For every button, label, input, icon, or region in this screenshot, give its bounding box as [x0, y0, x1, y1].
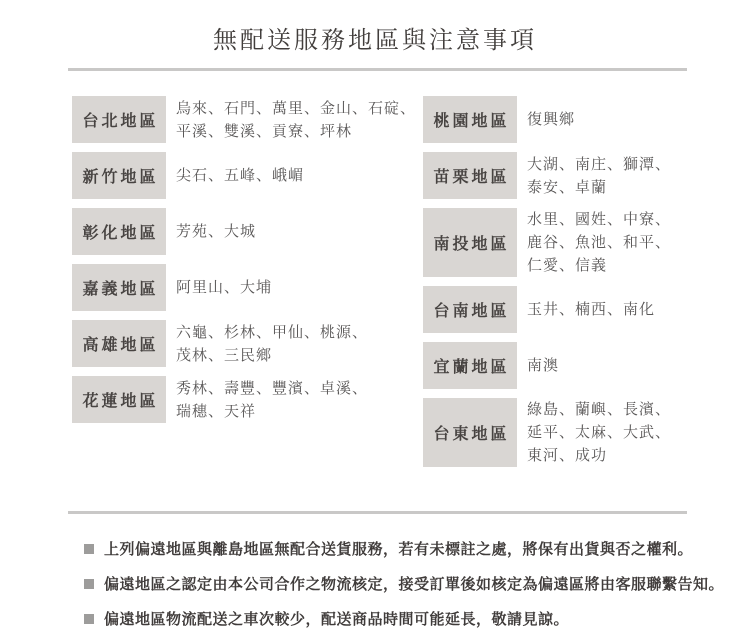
region-row-taitung [423, 398, 750, 467]
region-label: 嘉義地區 [72, 264, 166, 311]
region-row-miaoli [423, 152, 750, 199]
region-areas-line: 阿里山、大埔 [176, 279, 273, 296]
region-label: 宜蘭地區 [423, 342, 517, 389]
region-column-left [72, 96, 423, 476]
region-areas-line: 延平、太麻、大武、 [527, 424, 672, 441]
region-areas-line: 茂林、三民鄉 [176, 346, 273, 364]
note-item [84, 573, 750, 594]
title-divider [68, 68, 687, 71]
region-areas-line: 泰安、卓蘭 [527, 178, 608, 196]
page-title: 無配送服務地區與注意事項 [213, 27, 537, 54]
region-areas-line: 大湖、南庄、獅潭、 [527, 155, 672, 173]
region-areas-line: 東河、成功 [527, 447, 608, 464]
region-label: 花蓮地區 [72, 376, 166, 423]
region-label: 台北地區 [72, 96, 166, 143]
notes-list [84, 538, 750, 629]
region-row-taoyuan [423, 96, 750, 143]
region-label: 苗栗地區 [423, 152, 517, 199]
region-areas [527, 354, 559, 377]
region-table [0, 96, 750, 476]
square-bullet-icon [84, 614, 94, 624]
note-text: 偏遠地區物流配送之車次較少，配送商品時間可能延長，敬請見諒。 [104, 611, 570, 628]
region-areas-line: 六龜、杉林、甲仙、桃源、 [176, 323, 369, 341]
region-areas [176, 377, 368, 423]
region-areas-line: 綠島、蘭嶼、長濱、 [527, 401, 672, 418]
region-areas [527, 208, 671, 277]
region-row-chiayi [72, 264, 423, 311]
square-bullet-icon [84, 579, 94, 589]
notes-divider [68, 511, 687, 514]
region-areas [176, 164, 304, 187]
region-row-hsinchu [72, 152, 423, 199]
region-areas-line: 尖石、五峰、峨嵋 [176, 167, 305, 184]
region-areas [176, 321, 368, 367]
region-areas [527, 153, 671, 199]
note-text: 偏遠地區之認定由本公司合作之物流核定，接受訂單後如核定為偏遠區將由客服聯繫告知。 [104, 576, 725, 593]
region-areas [527, 108, 575, 131]
region-label: 新竹地區 [72, 152, 166, 199]
region-areas [527, 298, 655, 321]
region-areas-line: 復興鄉 [527, 111, 576, 128]
region-label: 南投地區 [423, 208, 517, 277]
region-areas-line: 南澳 [527, 357, 560, 374]
note-item [84, 538, 750, 559]
region-label: 台東地區 [423, 398, 517, 467]
region-areas-line: 水里、國姓、中寮、 [527, 211, 672, 228]
region-row-hualien [72, 376, 423, 423]
square-bullet-icon [84, 544, 94, 554]
region-label: 桃園地區 [423, 96, 517, 143]
region-column-right [423, 96, 750, 476]
region-row-taipei [72, 96, 423, 143]
region-areas-line: 瑞穗、天祥 [176, 402, 257, 420]
region-areas-line: 仁愛、信義 [527, 257, 608, 274]
region-label: 高雄地區 [72, 320, 166, 367]
region-areas [176, 276, 272, 299]
region-row-yilan [423, 342, 750, 389]
region-label: 彰化地區 [72, 208, 166, 255]
region-row-tainan [423, 286, 750, 333]
region-areas [176, 97, 416, 143]
region-areas-line: 平溪、雙溪、貢寮、坪林 [176, 122, 353, 140]
region-areas-line: 鹿谷、魚池、和平、 [527, 234, 672, 251]
region-row-kaohsiung [72, 320, 423, 367]
note-text: 上列偏遠地區與離島地區無配合送貨服務，若有未標註之處，將保有出貨與否之權利。 [104, 541, 694, 558]
region-row-changhua [72, 208, 423, 255]
region-areas [176, 220, 256, 243]
note-item [84, 608, 750, 629]
region-row-nantou [423, 208, 750, 277]
region-areas [527, 398, 671, 467]
region-areas-line: 玉井、楠西、南化 [527, 301, 656, 318]
region-areas-line: 烏來、石門、萬里、金山、石碇、 [176, 99, 417, 117]
region-label: 台南地區 [423, 286, 517, 333]
region-areas-line: 芳苑、大城 [176, 223, 257, 240]
region-areas-line: 秀林、壽豐、豐濱、卓溪、 [176, 379, 369, 397]
